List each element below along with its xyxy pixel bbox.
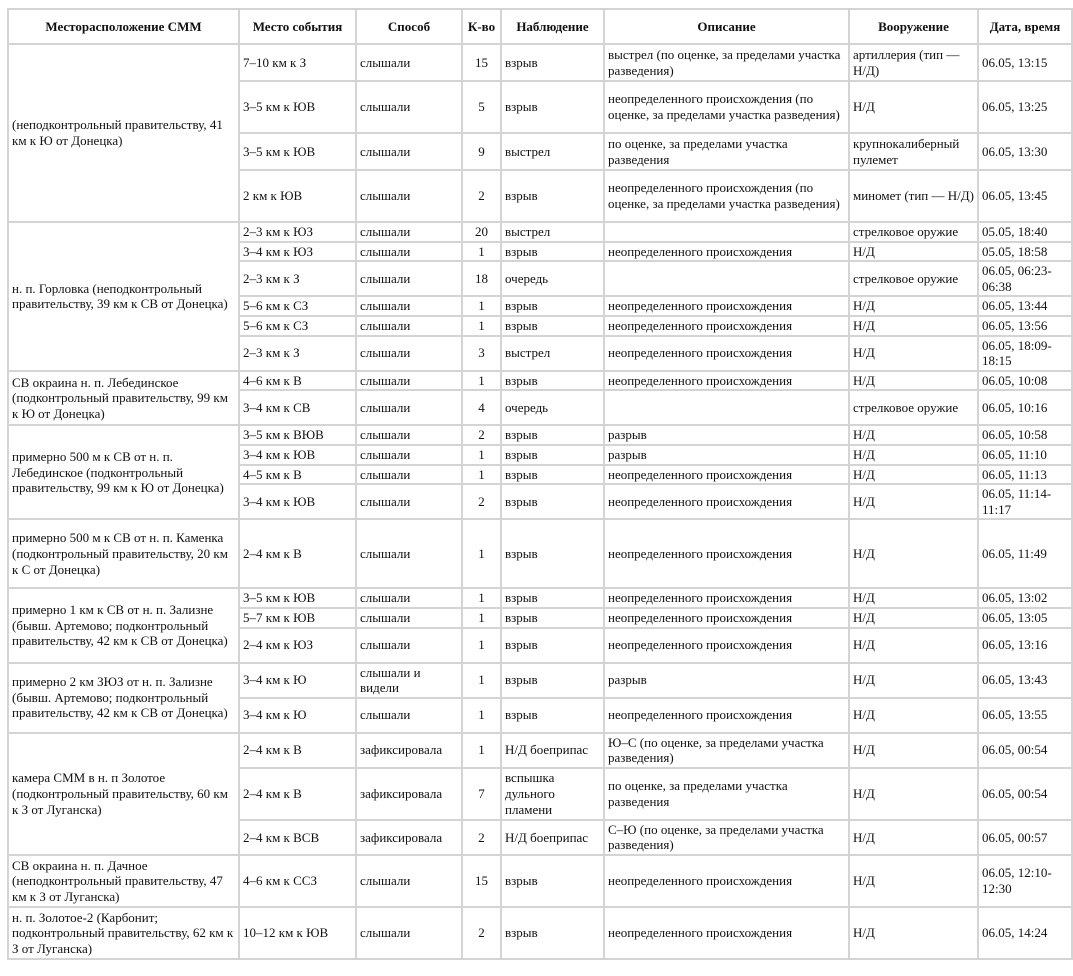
count-cell: 3 (463, 337, 500, 370)
datetime-cell: 06.05, 13:30 (979, 134, 1071, 169)
description-cell: неопределенного происхождения (605, 337, 848, 370)
observation-cell: взрыв (502, 243, 603, 261)
observation-cell: очередь (502, 262, 603, 295)
table-header-row (9, 10, 1071, 43)
datetime-cell: 06.05, 11:14-11:17 (979, 485, 1071, 518)
observation-cell: взрыв (502, 589, 603, 607)
count-cell: 15 (463, 45, 500, 80)
method-cell: слышали (357, 297, 461, 315)
observation-cell: взрыв (502, 699, 603, 732)
table-row (9, 223, 1071, 241)
weapon-cell: стрелковое оружие (850, 262, 977, 295)
observation-cell: взрыв (502, 609, 603, 627)
datetime-cell: 06.05, 10:58 (979, 426, 1071, 444)
description-cell: неопределенного происхождения (605, 699, 848, 732)
weapon-cell: Н/Д (850, 466, 977, 484)
weapon-cell: Н/Д (850, 82, 977, 132)
weapon-cell: Н/Д (850, 821, 977, 854)
datetime-cell: 06.05, 11:49 (979, 520, 1071, 587)
method-cell: слышали (357, 609, 461, 627)
count-cell: 1 (463, 317, 500, 335)
weapon-cell: крупнокалиберный пулемет (850, 134, 977, 169)
count-cell: 1 (463, 664, 500, 697)
datetime-cell: 06.05, 06:23-06:38 (979, 262, 1071, 295)
event-place-cell: 10–12 км к ЮВ (240, 908, 355, 958)
method-cell: слышали (357, 466, 461, 484)
count-cell: 2 (463, 908, 500, 958)
table-row (9, 520, 1071, 587)
method-cell: слышали (357, 908, 461, 958)
observation-cell: взрыв (502, 317, 603, 335)
weapon-cell: Н/Д (850, 629, 977, 662)
location-cell: н. п. Горловка (неподконтрольный правительству, 39 км к СВ от Донецка) (9, 223, 238, 370)
observation-cell: взрыв (502, 171, 603, 221)
event-place-cell: 2–3 км к З (240, 262, 355, 295)
count-cell: 2 (463, 171, 500, 221)
method-cell: слышали и видели (357, 664, 461, 697)
weapon-cell: Н/Д (850, 769, 977, 819)
observation-cell: взрыв (502, 664, 603, 697)
count-cell: 2 (463, 426, 500, 444)
description-cell: неопределенного происхождения (605, 466, 848, 484)
datetime-cell: 06.05, 00:54 (979, 769, 1071, 819)
count-cell: 1 (463, 520, 500, 587)
location-cell: н. п. Золотое-2 (Карбонит; подконтрольный правительству, 62 км к З от Луганска) (9, 908, 238, 958)
method-cell: слышали (357, 337, 461, 370)
count-cell: 1 (463, 609, 500, 627)
datetime-cell: 05.05, 18:40 (979, 223, 1071, 241)
event-place-cell: 3–4 км к ЮВ (240, 446, 355, 464)
count-cell: 2 (463, 821, 500, 854)
weapon-cell: Н/Д (850, 485, 977, 518)
table-row (9, 45, 1071, 80)
description-cell: неопределенного происхождения (605, 317, 848, 335)
datetime-cell: 06.05, 11:10 (979, 446, 1071, 464)
description-cell: неопределенного происхождения (по оценке, за пределами участка разведения) (605, 82, 848, 132)
event-place-cell: 2–4 км к В (240, 520, 355, 587)
count-cell: 1 (463, 699, 500, 732)
count-cell: 1 (463, 734, 500, 767)
datetime-cell: 06.05, 13:05 (979, 609, 1071, 627)
location-cell: примерно 500 м к СВ от н. п. Лебединское (подконтрольный правительству, 99 км к Ю от Донецка) (9, 426, 238, 518)
header-event-place: Место события (240, 10, 355, 43)
observation-cell: взрыв (502, 908, 603, 958)
table-row (9, 664, 1071, 697)
count-cell: 1 (463, 589, 500, 607)
description-cell: разрыв (605, 664, 848, 697)
observation-table (7, 8, 1073, 960)
datetime-cell: 06.05, 11:13 (979, 466, 1071, 484)
datetime-cell: 06.05, 13:02 (979, 589, 1071, 607)
weapon-cell: Н/Д (850, 317, 977, 335)
weapon-cell: Н/Д (850, 372, 977, 390)
header-location: Месторасположение СММ (9, 10, 238, 43)
weapon-cell: артиллерия (тип — Н/Д) (850, 45, 977, 80)
location-cell: примерно 2 км ЗЮЗ от н. п. Зализне (бывш. Артемово; подконтрольный правительству, 42 км к СВ от Донецка) (9, 664, 238, 732)
method-cell: слышали (357, 82, 461, 132)
method-cell: слышали (357, 589, 461, 607)
weapon-cell: Н/Д (850, 734, 977, 767)
table-row (9, 426, 1071, 444)
datetime-cell: 06.05, 00:54 (979, 734, 1071, 767)
event-place-cell: 2–3 км к З (240, 337, 355, 370)
method-cell: слышали (357, 134, 461, 169)
weapon-cell: Н/Д (850, 908, 977, 958)
observation-cell: Н/Д боеприпас (502, 821, 603, 854)
description-cell: неопределенного происхождения (605, 609, 848, 627)
observation-cell: взрыв (502, 82, 603, 132)
datetime-cell: 05.05, 18:58 (979, 243, 1071, 261)
description-cell: по оценке, за пределами участка разведения (605, 769, 848, 819)
method-cell: слышали (357, 699, 461, 732)
datetime-cell: 06.05, 00:57 (979, 821, 1071, 854)
count-cell: 1 (463, 243, 500, 261)
datetime-cell: 06.05, 18:09-18:15 (979, 337, 1071, 370)
datetime-cell: 06.05, 10:16 (979, 391, 1071, 424)
description-cell: неопределенного происхождения (605, 243, 848, 261)
table-row (9, 372, 1071, 390)
event-place-cell: 3–4 км к Ю (240, 664, 355, 697)
count-cell: 1 (463, 466, 500, 484)
description-cell: неопределенного происхождения (605, 629, 848, 662)
header-datetime: Дата, время (979, 10, 1071, 43)
method-cell: слышали (357, 171, 461, 221)
event-place-cell: 2 км к ЮВ (240, 171, 355, 221)
event-place-cell: 3–4 км к СВ (240, 391, 355, 424)
event-place-cell: 2–3 км к ЮЗ (240, 223, 355, 241)
header-description: Описание (605, 10, 848, 43)
datetime-cell: 06.05, 13:16 (979, 629, 1071, 662)
method-cell: слышали (357, 520, 461, 587)
weapon-cell: Н/Д (850, 446, 977, 464)
description-cell: неопределенного происхождения (по оценке, за пределами участка разведения) (605, 171, 848, 221)
description-cell: неопределенного происхождения (605, 485, 848, 518)
method-cell: слышали (357, 629, 461, 662)
count-cell: 5 (463, 82, 500, 132)
location-cell: СВ окраина н. п. Дачное (неподконтрольный правительству, 47 км к З от Луганска) (9, 856, 238, 906)
description-cell: Ю–С (по оценке, за пределами участка разведения) (605, 734, 848, 767)
observation-cell: очередь (502, 391, 603, 424)
location-cell: (неподконтрольный правительству, 41 км к Ю от Донецка) (9, 45, 238, 221)
event-place-cell: 7–10 км к З (240, 45, 355, 80)
description-cell: неопределенного происхождения (605, 372, 848, 390)
method-cell: слышали (357, 485, 461, 518)
method-cell: слышали (357, 45, 461, 80)
count-cell: 15 (463, 856, 500, 906)
observation-cell: взрыв (502, 45, 603, 80)
description-cell: неопределенного происхождения (605, 908, 848, 958)
description-cell: выстрел (по оценке, за пределами участка разведения) (605, 45, 848, 80)
table-row (9, 589, 1071, 607)
event-place-cell: 2–4 км к В (240, 734, 355, 767)
event-place-cell: 5–7 км к ЮВ (240, 609, 355, 627)
location-cell: камера СММ в н. п Золотое (подконтрольный правительству, 60 км к З от Луганска) (9, 734, 238, 854)
method-cell: слышали (357, 426, 461, 444)
location-cell: примерно 500 м к СВ от н. п. Каменка (подконтрольный правительству, 20 км к С от Донецка) (9, 520, 238, 587)
header-count: К-во (463, 10, 500, 43)
observation-cell: вспышка дульного пламени (502, 769, 603, 819)
weapon-cell: Н/Д (850, 856, 977, 906)
weapon-cell: Н/Д (850, 297, 977, 315)
method-cell: зафиксировала (357, 821, 461, 854)
event-place-cell: 4–6 км к ССЗ (240, 856, 355, 906)
event-place-cell: 4–6 км к В (240, 372, 355, 390)
count-cell: 1 (463, 446, 500, 464)
event-place-cell: 2–4 км к ВСВ (240, 821, 355, 854)
method-cell: слышали (357, 223, 461, 241)
weapon-cell: стрелковое оружие (850, 391, 977, 424)
observation-cell: взрыв (502, 466, 603, 484)
weapon-cell: Н/Д (850, 589, 977, 607)
datetime-cell: 06.05, 13:55 (979, 699, 1071, 732)
event-place-cell: 3–5 км к ЮВ (240, 134, 355, 169)
count-cell: 7 (463, 769, 500, 819)
method-cell: слышали (357, 317, 461, 335)
count-cell: 18 (463, 262, 500, 295)
method-cell: слышали (357, 262, 461, 295)
header-weapon: Вооружение (850, 10, 977, 43)
weapon-cell: Н/Д (850, 664, 977, 697)
description-cell: С–Ю (по оценке, за пределами участка разведения) (605, 821, 848, 854)
event-place-cell: 3–4 км к ЮЗ (240, 243, 355, 261)
method-cell: слышали (357, 391, 461, 424)
event-place-cell: 3–5 км к ЮВ (240, 82, 355, 132)
observation-cell: взрыв (502, 446, 603, 464)
weapon-cell: Н/Д (850, 609, 977, 627)
description-cell: неопределенного происхождения (605, 856, 848, 906)
count-cell: 1 (463, 297, 500, 315)
datetime-cell: 06.05, 13:15 (979, 45, 1071, 80)
event-place-cell: 5–6 км к СЗ (240, 297, 355, 315)
location-cell: СВ окраина н. п. Лебединское (подконтрольный правительству, 99 км к Ю от Донецка) (9, 372, 238, 425)
weapon-cell: миномет (тип — Н/Д) (850, 171, 977, 221)
description-cell: по оценке, за пределами участка разведения (605, 134, 848, 169)
event-place-cell: 4–5 км к В (240, 466, 355, 484)
method-cell: слышали (357, 446, 461, 464)
count-cell: 4 (463, 391, 500, 424)
method-cell: слышали (357, 243, 461, 261)
datetime-cell: 06.05, 13:25 (979, 82, 1071, 132)
weapon-cell: Н/Д (850, 426, 977, 444)
datetime-cell: 06.05, 13:56 (979, 317, 1071, 335)
description-cell: разрыв (605, 426, 848, 444)
count-cell: 20 (463, 223, 500, 241)
description-cell (605, 223, 848, 241)
observation-cell: выстрел (502, 223, 603, 241)
weapon-cell: Н/Д (850, 337, 977, 370)
observation-cell: взрыв (502, 629, 603, 662)
weapon-cell: Н/Д (850, 699, 977, 732)
weapon-cell: Н/Д (850, 243, 977, 261)
event-place-cell: 2–4 км к В (240, 769, 355, 819)
location-cell: примерно 1 км к СВ от н. п. Зализне (бывш. Артемово; подконтрольный правительству, 42 км к СВ от Донецка) (9, 589, 238, 661)
observation-cell: выстрел (502, 337, 603, 370)
method-cell: слышали (357, 856, 461, 906)
observation-cell: Н/Д боеприпас (502, 734, 603, 767)
datetime-cell: 06.05, 13:43 (979, 664, 1071, 697)
observation-cell: взрыв (502, 856, 603, 906)
header-observation: Наблюдение (502, 10, 603, 43)
observation-cell: взрыв (502, 485, 603, 518)
count-cell: 1 (463, 372, 500, 390)
observation-cell: взрыв (502, 372, 603, 390)
table-row (9, 908, 1071, 958)
header-method: Способ (357, 10, 461, 43)
datetime-cell: 06.05, 10:08 (979, 372, 1071, 390)
event-place-cell: 3–4 км к Ю (240, 699, 355, 732)
observation-cell: взрыв (502, 297, 603, 315)
datetime-cell: 06.05, 13:44 (979, 297, 1071, 315)
count-cell: 2 (463, 485, 500, 518)
description-cell (605, 391, 848, 424)
event-place-cell: 3–5 км к ЮВ (240, 589, 355, 607)
table-row (9, 856, 1071, 906)
observation-cell: выстрел (502, 134, 603, 169)
weapon-cell: стрелковое оружие (850, 223, 977, 241)
count-cell: 9 (463, 134, 500, 169)
event-place-cell: 3–4 км к ЮВ (240, 485, 355, 518)
event-place-cell: 3–5 км к ВЮВ (240, 426, 355, 444)
method-cell: слышали (357, 372, 461, 390)
method-cell: зафиксировала (357, 769, 461, 819)
count-cell: 1 (463, 629, 500, 662)
description-cell: неопределенного происхождения (605, 520, 848, 587)
datetime-cell: 06.05, 12:10-12:30 (979, 856, 1071, 906)
description-cell: неопределенного происхождения (605, 297, 848, 315)
description-cell: разрыв (605, 446, 848, 464)
description-cell (605, 262, 848, 295)
event-place-cell: 5–6 км к СЗ (240, 317, 355, 335)
event-place-cell: 2–4 км к ЮЗ (240, 629, 355, 662)
datetime-cell: 06.05, 14:24 (979, 908, 1071, 958)
observation-cell: взрыв (502, 426, 603, 444)
weapon-cell: Н/Д (850, 520, 977, 587)
datetime-cell: 06.05, 13:45 (979, 171, 1071, 221)
method-cell: зафиксировала (357, 734, 461, 767)
table-row (9, 734, 1071, 767)
observation-cell: взрыв (502, 520, 603, 587)
description-cell: неопределенного происхождения (605, 589, 848, 607)
